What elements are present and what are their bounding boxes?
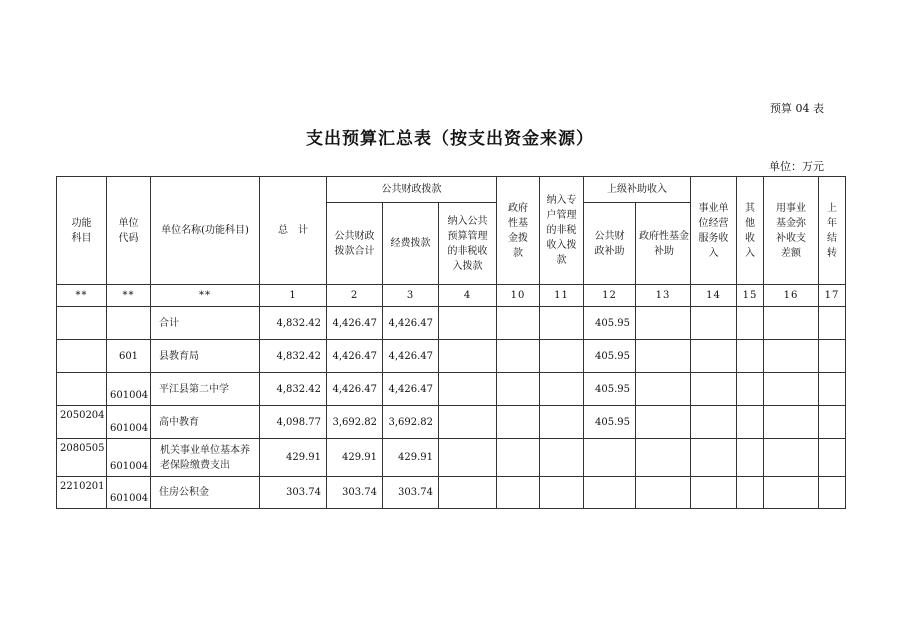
header-carryover: 上年结转 [819, 177, 846, 285]
empty-cell [497, 406, 540, 439]
index-cell: 3 [383, 285, 439, 307]
upper-public-cell: 405.95 [584, 340, 636, 373]
empty-cell [540, 307, 584, 340]
empty-cell [737, 340, 764, 373]
empty-cell [764, 477, 819, 509]
header-total: 总 计 [260, 177, 327, 285]
empty-cell [540, 439, 584, 477]
index-cell: 16 [764, 285, 819, 307]
total-cell: 4,832.42 [260, 307, 327, 340]
unit-name-cell: 平江县第二中学 [151, 373, 260, 406]
empty-cell [764, 340, 819, 373]
empty-cell [636, 373, 691, 406]
empty-cell [497, 477, 540, 509]
header-reserve-fund: 用事业基金弥补收支差额 [764, 177, 819, 285]
empty-cell [691, 340, 737, 373]
funds-cell: 429.91 [383, 439, 439, 477]
table-row [57, 406, 846, 439]
index-cell: 10 [497, 285, 540, 307]
unit-code-cell: 601 [107, 340, 151, 373]
header-upper-public: 公共财政补助 [584, 203, 636, 285]
empty-cell [691, 477, 737, 509]
empty-cell [819, 373, 846, 406]
empty-cell [540, 373, 584, 406]
empty-cell [439, 439, 497, 477]
header-row-1 [57, 177, 846, 203]
funds-cell: 4,426.47 [383, 340, 439, 373]
empty-cell [497, 373, 540, 406]
table-row [57, 340, 846, 373]
index-cell: 11 [540, 285, 584, 307]
upper-public-cell: 405.95 [584, 406, 636, 439]
index-cell: ** [57, 285, 107, 307]
empty-cell [636, 477, 691, 509]
index-cell: ** [151, 285, 260, 307]
empty-cell [540, 340, 584, 373]
empty-cell [819, 477, 846, 509]
header-func-code: 功能科目 [57, 177, 107, 285]
header-business-income: 事业单位经营服务收入 [691, 177, 737, 285]
funds-cell: 3,692.82 [383, 406, 439, 439]
funds-cell: 303.74 [383, 477, 439, 509]
empty-cell [497, 340, 540, 373]
table-row [57, 373, 846, 406]
upper-public-cell: 405.95 [584, 307, 636, 340]
index-cell: 4 [439, 285, 497, 307]
empty-cell [439, 340, 497, 373]
pf-total-cell: 4,426.47 [327, 373, 383, 406]
func-code-cell: 2050204 [57, 406, 107, 439]
unit-label: 单位：万元 [769, 160, 824, 173]
unit-code-cell: 601004 [107, 477, 151, 509]
func-code-cell: 2080505 [57, 439, 107, 477]
upper-public-cell: 405.95 [584, 373, 636, 406]
empty-cell [691, 439, 737, 477]
header-other-income: 其他收入 [737, 177, 764, 285]
empty-cell [439, 307, 497, 340]
empty-cell [636, 439, 691, 477]
header-upper-subsidy: 上级补助收入 [584, 177, 691, 203]
header-public-finance: 公共财政拨款 [327, 177, 497, 203]
funds-cell: 4,426.47 [383, 307, 439, 340]
func-code-cell [57, 307, 107, 340]
empty-cell [819, 406, 846, 439]
empty-cell [439, 406, 497, 439]
empty-cell [636, 340, 691, 373]
empty-cell [764, 307, 819, 340]
func-code-cell [57, 340, 107, 373]
empty-cell [764, 406, 819, 439]
index-cell: 12 [584, 285, 636, 307]
unit-name-cell: 机关事业单位基本养老保险缴费支出 [151, 439, 260, 477]
header-gov-fund: 政府性基金拨款 [497, 177, 540, 285]
pf-total-cell: 4,426.47 [327, 340, 383, 373]
empty-cell [497, 307, 540, 340]
empty-cell [819, 307, 846, 340]
empty-cell [540, 406, 584, 439]
func-code-cell: 2210201 [57, 477, 107, 509]
upper-public-cell [584, 439, 636, 477]
total-cell: 429.91 [260, 439, 327, 477]
index-cell: ** [107, 285, 151, 307]
header-special-nontax: 纳入专户管理的非税收入拨款 [540, 177, 584, 285]
index-cell: 14 [691, 285, 737, 307]
table-row [57, 439, 846, 477]
pf-total-cell: 3,692.82 [327, 406, 383, 439]
empty-cell [819, 340, 846, 373]
empty-cell [737, 406, 764, 439]
func-code-cell [57, 373, 107, 406]
header-public-finance-total: 公共财政拨款合计 [327, 203, 383, 285]
unit-code-cell: 601004 [107, 373, 151, 406]
header-nontax-budget: 纳入公共预算管理的非税收入拨款 [439, 203, 497, 285]
unit-code-cell: 601004 [107, 439, 151, 477]
table-row [57, 307, 846, 340]
page-title: 支出预算汇总表（按支出资金来源） [306, 129, 594, 149]
header-funds-grant: 经费拨款 [383, 203, 439, 285]
index-cell: 17 [819, 285, 846, 307]
index-cell: 2 [327, 285, 383, 307]
header-upper-gov-fund: 政府性基金补助 [636, 203, 691, 285]
empty-cell [691, 406, 737, 439]
unit-name-cell: 县教育局 [151, 340, 260, 373]
unit-code-cell [107, 307, 151, 340]
table-row [57, 477, 846, 509]
header-unit-name: 单位名称(功能科目) [151, 177, 260, 285]
total-cell: 4,098.77 [260, 406, 327, 439]
empty-cell [691, 307, 737, 340]
unit-name-cell: 住房公积金 [151, 477, 260, 509]
funds-cell: 4,426.47 [383, 373, 439, 406]
empty-cell [764, 373, 819, 406]
form-number: 预算 04 表 [770, 102, 824, 115]
empty-cell [737, 373, 764, 406]
empty-cell [737, 307, 764, 340]
total-cell: 303.74 [260, 477, 327, 509]
total-cell: 4,832.42 [260, 373, 327, 406]
unit-name-cell: 合计 [151, 307, 260, 340]
pf-total-cell: 429.91 [327, 439, 383, 477]
empty-cell [540, 477, 584, 509]
index-cell: 1 [260, 285, 327, 307]
empty-cell [439, 477, 497, 509]
empty-cell [636, 307, 691, 340]
empty-cell [819, 439, 846, 477]
pf-total-cell: 303.74 [327, 477, 383, 509]
empty-cell [764, 439, 819, 477]
unit-name-cell: 高中教育 [151, 406, 260, 439]
index-row [57, 285, 846, 307]
empty-cell [636, 406, 691, 439]
pf-total-cell: 4,426.47 [327, 307, 383, 340]
index-cell: 15 [737, 285, 764, 307]
budget-table [56, 176, 846, 509]
empty-cell [439, 373, 497, 406]
empty-cell [691, 373, 737, 406]
empty-cell [737, 477, 764, 509]
unit-code-cell: 601004 [107, 406, 151, 439]
upper-public-cell [584, 477, 636, 509]
empty-cell [737, 439, 764, 477]
index-cell: 13 [636, 285, 691, 307]
empty-cell [497, 439, 540, 477]
header-unit-code: 单位代码 [107, 177, 151, 285]
total-cell: 4,832.42 [260, 340, 327, 373]
